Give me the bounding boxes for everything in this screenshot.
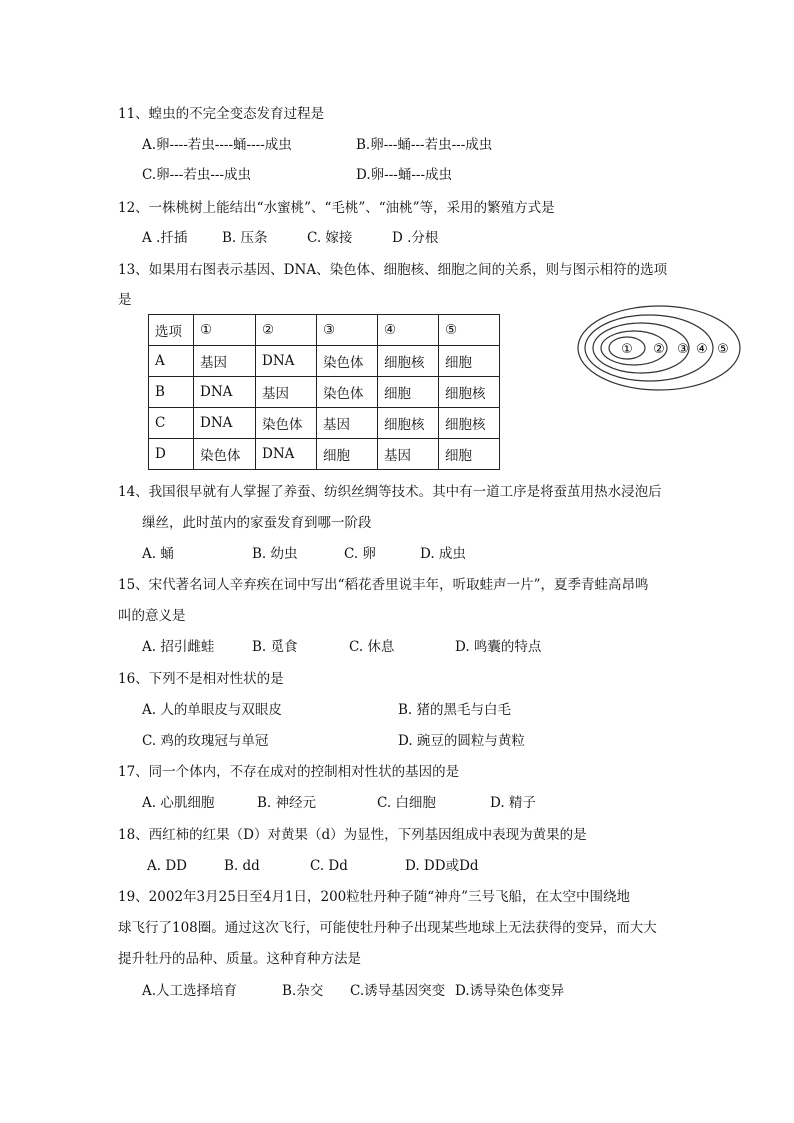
table-row: [149, 408, 500, 439]
table-cell: 细胞: [439, 346, 500, 377]
q19-option-c: C.诱导基因突变: [350, 983, 446, 999]
diagram-label-3: ③: [677, 342, 689, 357]
diagram-label-1: ①: [621, 342, 633, 357]
ellipse-4: [585, 315, 713, 381]
table-cell: DNA: [256, 439, 317, 470]
q12-option-b: B. 压条: [222, 230, 268, 246]
table-cell: DNA: [194, 408, 256, 439]
table-row: [149, 346, 500, 377]
table-header-cell: ⑤: [439, 315, 500, 346]
table-cell: 染色体: [194, 439, 256, 470]
q19-option-a: A.人工选择培育: [142, 983, 238, 999]
table-row: [149, 439, 500, 470]
table-cell: 细胞核: [378, 408, 439, 439]
table-cell: D: [149, 439, 194, 470]
q17-option-b: B. 神经元: [257, 795, 317, 811]
diagram-label-2: ②: [653, 342, 665, 357]
q14-option-b: B. 幼虫: [252, 546, 298, 562]
table-header-cell: ③: [317, 315, 378, 346]
q18-stem: 18、西红柿的红果（D）对黄果（d）为显性，下列基因组成中表现为黄果的是: [118, 827, 587, 843]
q11-option-b: B.卵---蛹---若虫---成虫: [356, 137, 493, 153]
table-cell: 细胞: [439, 439, 500, 470]
table-cell: 基因: [317, 408, 378, 439]
q15-option-c: C. 休息: [349, 639, 395, 655]
q19-option-d: D.诱导染色体变异: [455, 983, 565, 999]
nested-ellipse-diagram: [575, 302, 745, 394]
ellipse-3: [593, 323, 689, 373]
q12-stem: 12、一株桃树上能结出“水蜜桃”、“毛桃”、“油桃”等，采用的繁殖方式是: [118, 200, 555, 216]
q19-option-b: B.杂交: [282, 983, 324, 999]
q17-option-a: A. 心肌细胞: [142, 795, 215, 811]
q11-option-c: C.卵---若虫---成虫: [142, 167, 252, 183]
q18-option-a: A. DD: [147, 858, 187, 874]
table-header-cell: ②: [256, 315, 317, 346]
table-cell: 细胞: [317, 439, 378, 470]
q14-option-a: A. 蛹: [142, 546, 174, 562]
q19-stem-line3: 提升牡丹的品种、质量。这种育种方法是: [118, 951, 361, 967]
table-cell: 细胞核: [439, 377, 500, 408]
q17-option-d: D. 精子: [490, 795, 536, 811]
q18-option-d: D. DD或Dd: [405, 858, 479, 874]
table-cell: 细胞核: [378, 346, 439, 377]
table-cell: 基因: [194, 346, 256, 377]
q14-stem-line2: 缫丝，此时茧内的家蚕发育到哪一阶段: [142, 515, 372, 531]
q14-stem-line1: 14、我国很早就有人掌握了养蚕、纺织丝绸等技术。其中有一道工序是将蚕茧用热水浸泡后: [118, 484, 662, 500]
table-header-cell: ④: [378, 315, 439, 346]
q15-option-b: B. 觅食: [252, 639, 298, 655]
q16-stem: 16、下列不是相对性状的是: [118, 671, 284, 687]
q13-stem-line1: 13、如果用右图表示基因、DNA、染色体、细胞核、细胞之间的关系，则与图示相符的选项: [118, 262, 668, 278]
table-cell: 基因: [256, 377, 317, 408]
q14-option-d: D. 成虫: [420, 546, 466, 562]
q11-option-d: D.卵---蛹---成虫: [356, 167, 453, 183]
q12-option-a: A .扦插: [142, 230, 188, 246]
table-cell: A: [149, 346, 194, 377]
q15-option-d: D. 鸣囊的特点: [455, 639, 542, 655]
q13-stem-line2: 是: [118, 292, 132, 308]
q16-option-d: D. 豌豆的圆粒与黄粒: [398, 733, 525, 749]
q18-option-b: B. dd: [224, 858, 260, 874]
table-cell: DNA: [256, 346, 317, 377]
table-cell: 基因: [378, 439, 439, 470]
diagram-label-5: ⑤: [717, 342, 729, 357]
table-cell: 染色体: [256, 408, 317, 439]
q14-option-c: C. 卵: [344, 546, 376, 562]
table-row: [149, 377, 500, 408]
table-cell: 细胞: [378, 377, 439, 408]
table-cell: B: [149, 377, 194, 408]
table-header-cell: 选项: [149, 315, 194, 346]
q11-stem: 11、蝗虫的不完全变态发育过程是: [118, 106, 325, 122]
table-cell: 染色体: [317, 346, 378, 377]
q15-stem-line2: 叫的意义是: [118, 608, 186, 624]
q12-option-d: D .分根: [392, 230, 439, 246]
table-cell: C: [149, 408, 194, 439]
q16-option-a: A. 人的单眼皮与双眼皮: [142, 702, 282, 718]
q19-stem-line1: 19、2002年3月25日至4月1日，200粒牡丹种子随“神舟”三号飞船，在太空中围绕地: [118, 889, 631, 905]
table-cell: 细胞核: [439, 408, 500, 439]
table-cell: DNA: [194, 377, 256, 408]
table-cell: 染色体: [317, 377, 378, 408]
q16-option-c: C. 鸡的玫瑰冠与单冠: [142, 733, 269, 749]
table-header-cell: ①: [194, 315, 256, 346]
q18-option-c: C. Dd: [310, 858, 348, 874]
diagram-label-4: ④: [696, 342, 708, 357]
q16-option-b: B. 猪的黑毛与白毛: [398, 702, 512, 718]
q19-stem-line2: 球飞行了108圈。通过这次飞行，可能使牡丹种子出现某些地球上无法获得的变异，而大大: [118, 920, 657, 936]
q15-stem-line1: 15、宋代著名词人辛弃疾在词中写出“稻花香里说丰年，听取蛙声一片”，夏季青蛙高昂鸣: [118, 577, 649, 593]
q12-option-c: C. 嫁接: [307, 230, 353, 246]
q15-option-a: A. 招引雌蛙: [142, 639, 215, 655]
q17-stem: 17、同一个体内，不存在成对的控制相对性状的基因的是: [118, 764, 460, 780]
table-header-row: [149, 315, 500, 346]
q17-option-c: C. 白细胞: [377, 795, 436, 811]
q11-option-a: A.卵----若虫----蛹----成虫: [142, 137, 292, 153]
q13-options-table: [148, 314, 500, 470]
